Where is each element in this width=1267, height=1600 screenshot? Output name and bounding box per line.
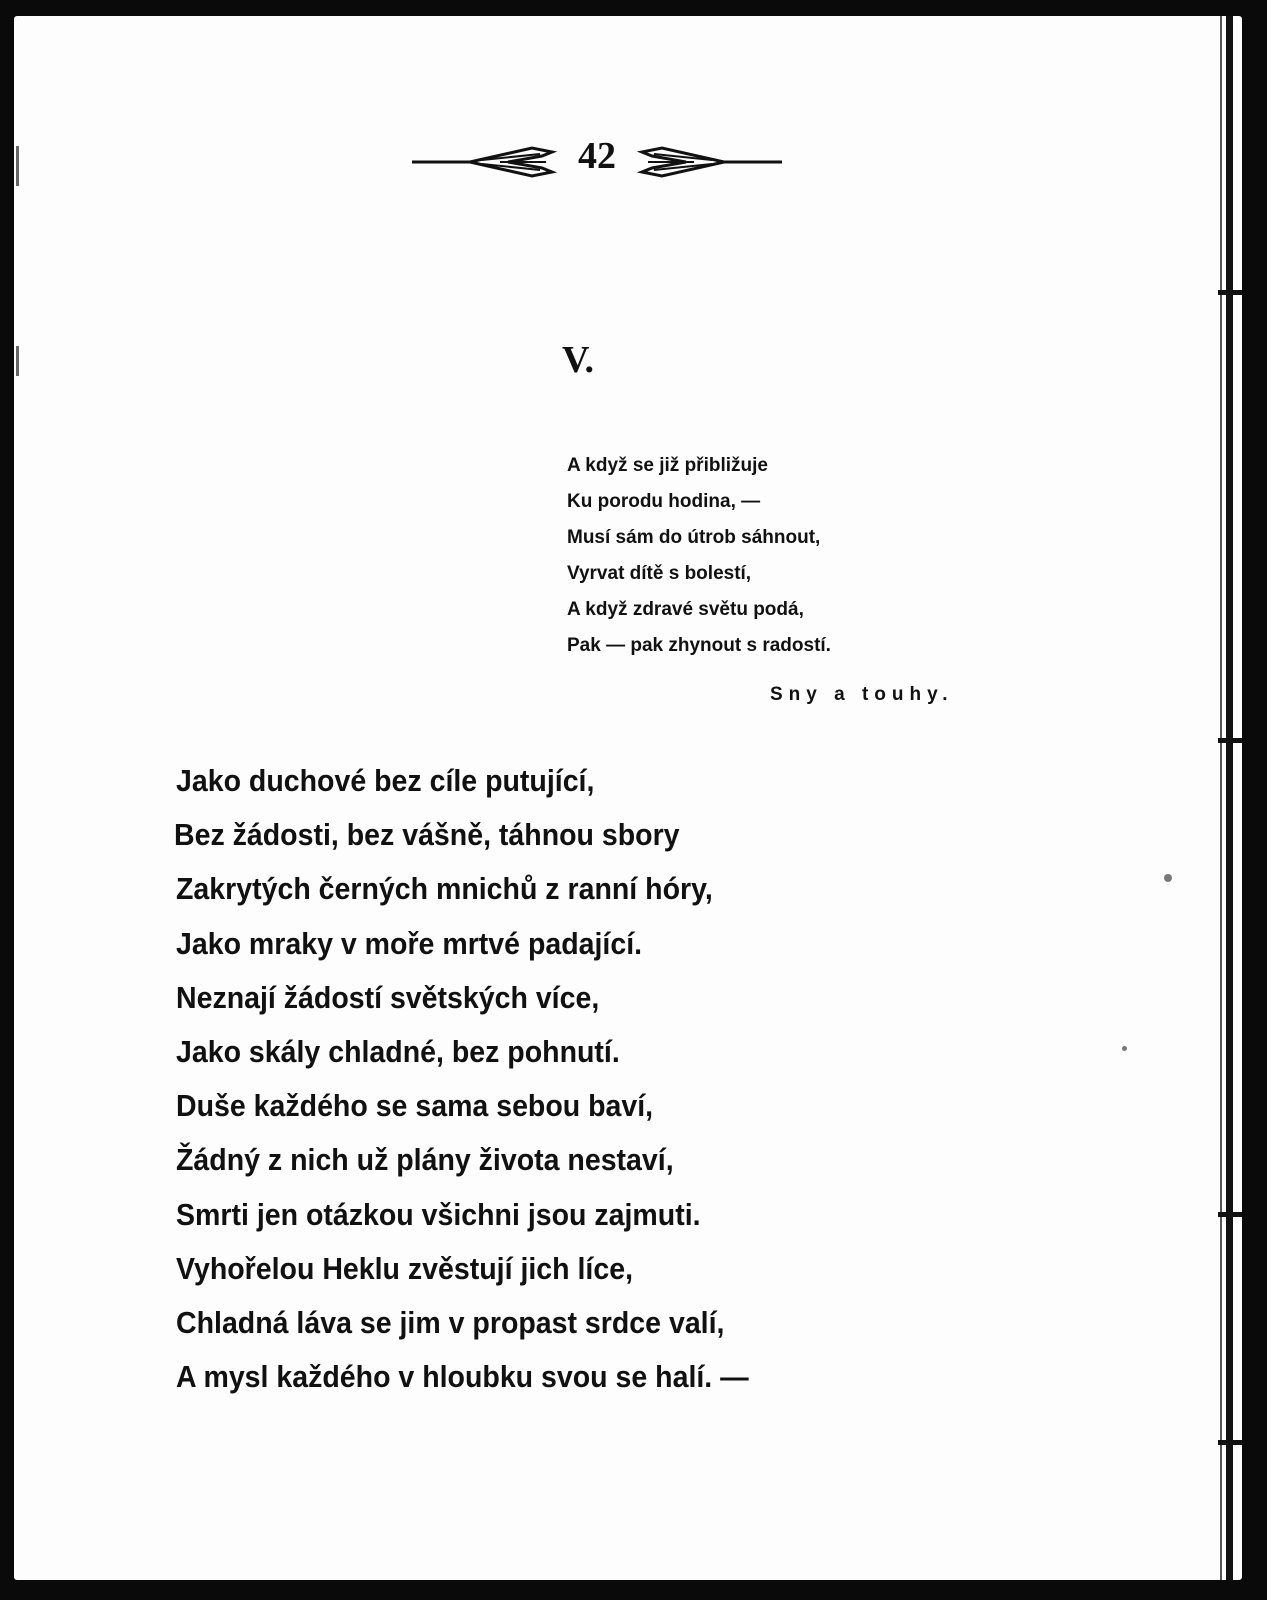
section-numeral: V. [562, 339, 595, 381]
epigraph-line: Vyrvat dítě s bolestí, [567, 563, 752, 584]
poem-line: A mysl každého v hloubku svou se halí. — [176, 1359, 749, 1395]
poem-line: Bez žádosti, bez vášně, táhnou sbory [174, 817, 680, 853]
epigraph-line: Ku porodu hodina, — [567, 491, 761, 512]
poem-line: Neznají žádostí světských více, [176, 979, 600, 1015]
page-left-edge [14, 16, 20, 1580]
right-ornament-icon [632, 142, 782, 182]
poem-line: Žádný z nich už plány života nestaví, [176, 1142, 674, 1178]
poem-line: Chladná láva se jim v propast srdce valí, [176, 1305, 725, 1341]
epigraph-line: A když se již přibližuje [567, 455, 768, 476]
poem-line: Jako mraky v moře mrtvé padající. [176, 925, 643, 961]
poem-line: Smrti jen otázkou všichni jsou zajmuti. [176, 1196, 701, 1232]
poem-line: Vyhořelou Heklu zvěstují jich líce, [176, 1250, 633, 1286]
left-ornament-icon [412, 142, 562, 182]
poem-line: Duše každého se sama sebou baví, [176, 1088, 654, 1124]
epigraph-line: Musí sám do útrob sáhnout, [567, 527, 821, 548]
epigraph [567, 448, 987, 664]
poem-line: Zakrytých černých mnichů z ranní hóry, [176, 871, 713, 907]
epigraph-source: Sny a touhy. [770, 684, 954, 705]
binding-edge [1218, 16, 1242, 1580]
epigraph-line: A když zdravé světu podá, [567, 599, 804, 620]
ink-speck [1122, 1046, 1127, 1051]
ink-speck [1164, 874, 1172, 882]
poem-body [176, 754, 936, 1404]
book-page [14, 16, 1242, 1580]
page-header [412, 126, 782, 196]
page-number: 42 [578, 135, 616, 177]
epigraph-line: Pak — pak zhynout s radostí. [567, 635, 831, 656]
poem-line: Jako skály chladné, bez pohnutí. [176, 1034, 620, 1070]
poem-line: Jako duchové bez cíle putující, [176, 763, 595, 798]
